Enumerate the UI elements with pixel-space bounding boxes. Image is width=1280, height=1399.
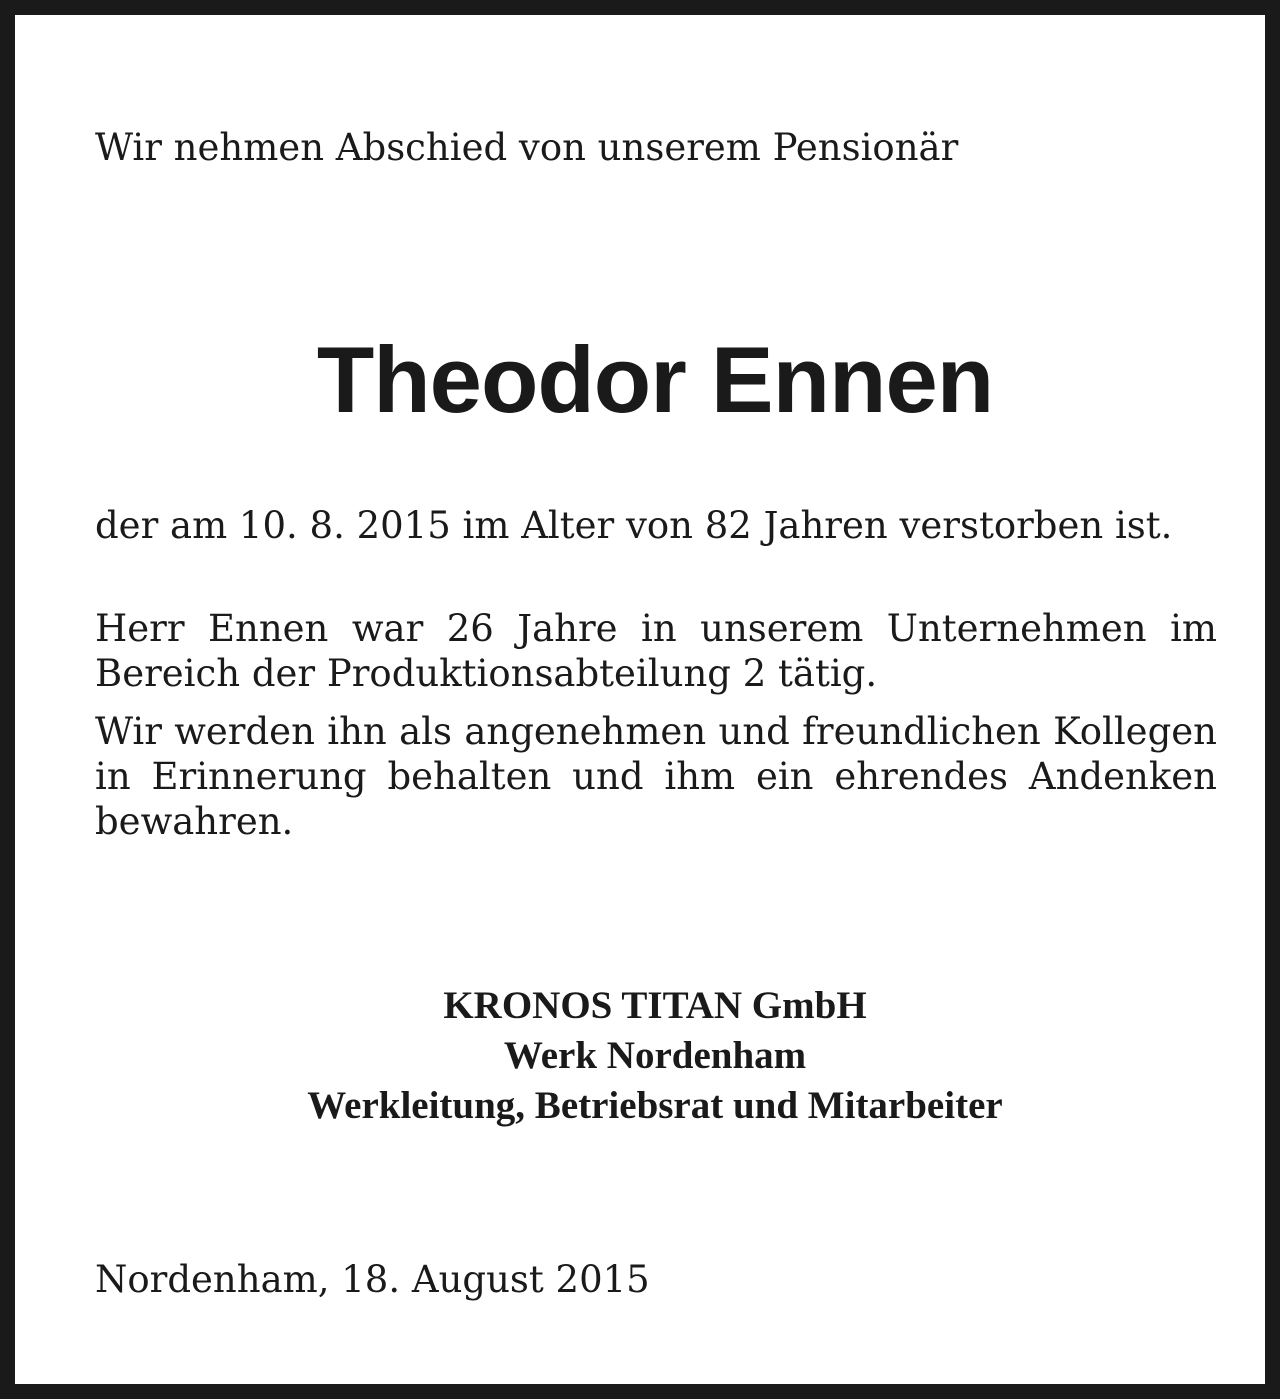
signature-block xyxy=(15,981,1280,1131)
death-paragraph: der am 10. 8. 2015 im Alter von 82 Jahren verstorben ist. xyxy=(95,504,1173,547)
plant-name: Werk Nordenham xyxy=(503,1034,807,1077)
remembrance-paragraph: Wir werden ihn als angenehmen und freundlichen Kollegen in Erinnerung behalten und ihm ein ehrendes Andenken bewahren. xyxy=(95,710,1217,843)
service-paragraph: Herr Ennen war 26 Jahre in unserem Unternehmen im Bereich der Produktionsabteilung 2 tätig. xyxy=(95,607,1217,695)
place-date: Nordenham, 18. August 2015 xyxy=(95,1258,650,1301)
company-name: KRONOS TITAN GmbH xyxy=(443,984,867,1027)
signatories: Werkleitung, Betriebsrat und Mitarbeiter xyxy=(307,1084,1003,1127)
intro-text: Wir nehmen Abschied von unserem Pensionär xyxy=(95,126,959,169)
deceased-name: Theodor Ennen xyxy=(316,327,994,432)
